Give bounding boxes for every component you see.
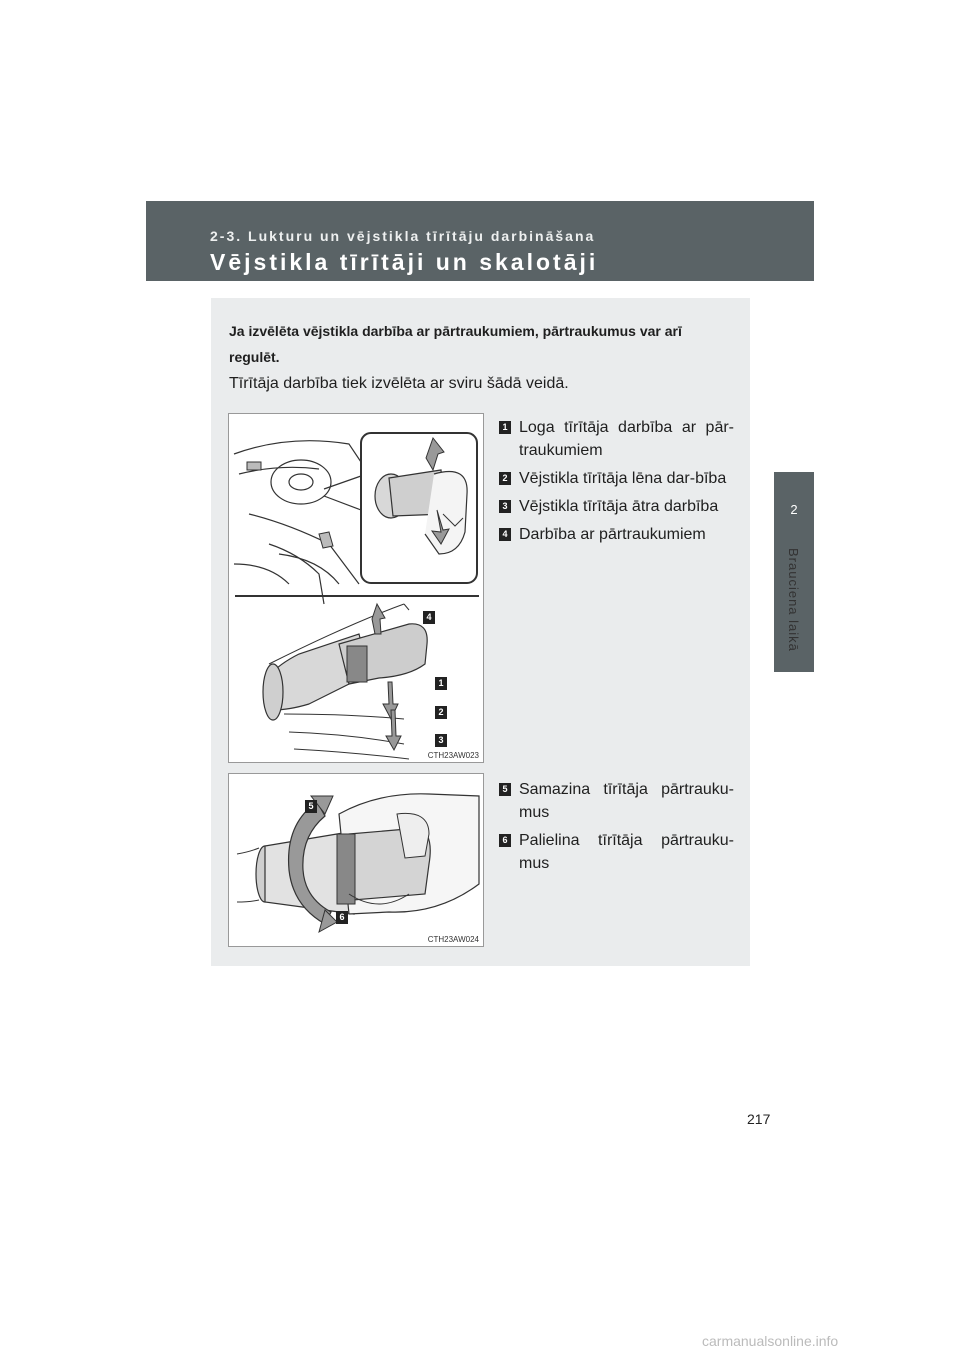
page-number: 217 [747, 1111, 771, 1127]
item-number-badge: 6 [499, 834, 511, 847]
callout-3: 3 [435, 734, 447, 747]
item-number-badge: 4 [499, 528, 511, 541]
item-text: Darbība ar pārtraukumiem [519, 526, 706, 543]
list-item [499, 523, 734, 546]
item-number-badge: 5 [499, 783, 511, 796]
watermark: carmanualsonline.info [702, 1333, 839, 1349]
callout-5: 5 [305, 800, 317, 813]
item-number-badge: 1 [499, 421, 511, 434]
intro-text: Tīrītāja darbība tiek izvēlēta ar sviru šādā veidā. [229, 375, 569, 392]
list-item [499, 495, 734, 518]
chapter-number: 2 [790, 502, 798, 517]
intro-bold-text: Ja izvēlēta vējstikla darbība ar pārtraukumiem, pārtraukumus var arī regulēt. [229, 323, 682, 365]
interval-ring-illustration [229, 774, 485, 948]
content-box [211, 298, 750, 966]
page-title: Vējstikla tīrītāji un skalotāji [210, 249, 599, 275]
callout-6: 6 [336, 911, 348, 924]
list-item [499, 829, 734, 875]
figure-interval-ring [228, 773, 484, 947]
item-text: Loga tīrītāja darbība ar pār-traukumiem [519, 419, 734, 459]
item-text: Vējstikla tīrītāja lēna dar-bība [519, 470, 727, 487]
item-number-badge: 3 [499, 500, 511, 513]
list-item [499, 467, 734, 490]
section-label: 2-3. Lukturu un vējstikla tīrītāju darbināšana [210, 228, 596, 244]
figure-code: CTH23AW024 [427, 935, 479, 944]
callout-2: 2 [435, 706, 447, 719]
figure-wiper-lever [228, 413, 484, 763]
section-header [146, 201, 814, 281]
callout-1: 1 [435, 677, 447, 690]
list-item [499, 778, 734, 824]
item-text: Vējstikla tīrītāja ātra darbība [519, 498, 719, 515]
list-item [499, 416, 734, 462]
item-text: Palielina tīrītāja pārtrauku-mus [519, 832, 734, 872]
figure-code: CTH23AW023 [427, 751, 479, 760]
item-text: Samazina tīrītāja pārtrauku-mus [519, 781, 734, 821]
callout-4: 4 [423, 611, 435, 624]
chapter-label: Brauciena laikā [786, 548, 801, 652]
wiper-modes-list [499, 416, 734, 551]
item-number-badge: 2 [499, 472, 511, 485]
interval-adjust-list [499, 778, 734, 880]
